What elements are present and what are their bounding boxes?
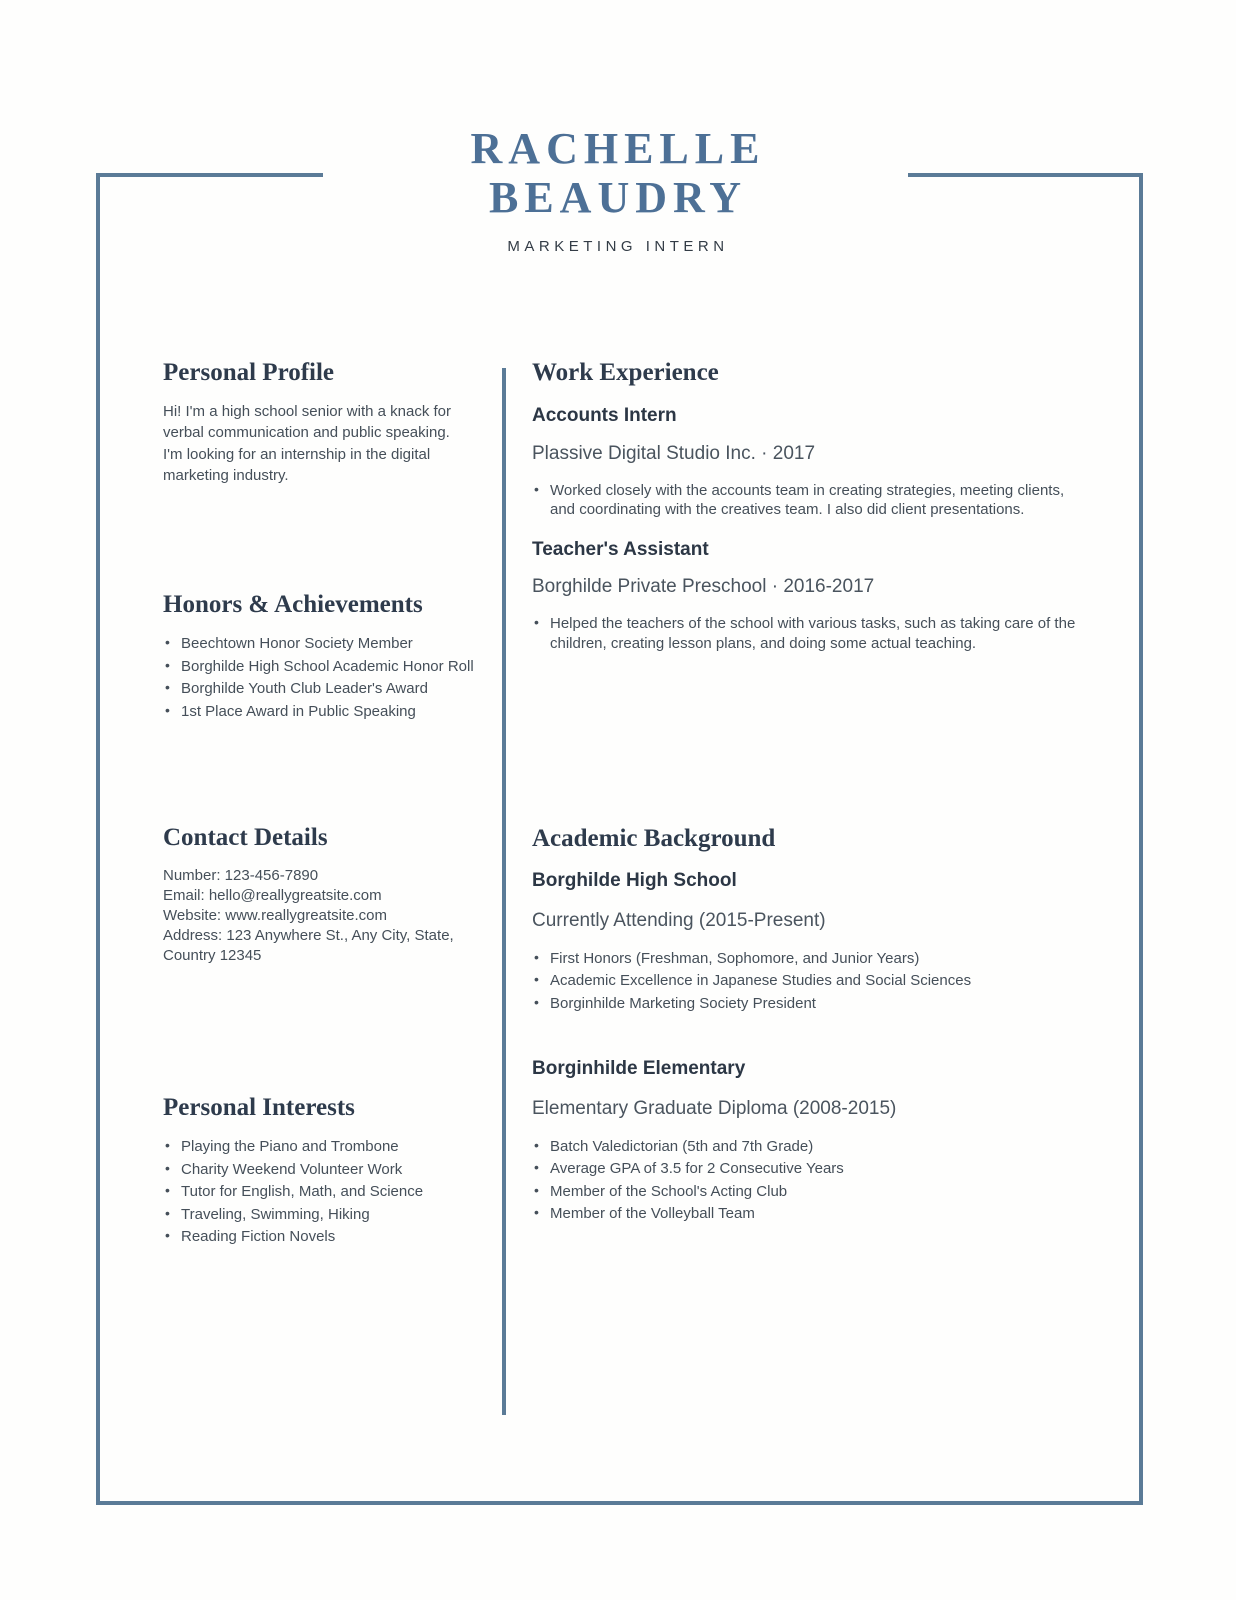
header <box>0 124 1236 255</box>
section-heading-academic: Academic Background <box>532 825 776 852</box>
contact-email: Email: hello@reallygreatsite.com <box>163 886 382 904</box>
list-item: • Helped the teachers of the school with various tasks, such as taking care of the children, creating lesson plans, and doing some actual teaching. <box>532 614 1077 653</box>
section-heading-work-experience: Work Experience <box>532 359 719 386</box>
list-item: • Member of the Volleyball Team <box>532 1204 1092 1224</box>
list-item: • Tutor for English, Math, and Science <box>163 1182 483 1202</box>
list-item: • Charity Weekend Volunteer Work <box>163 1160 483 1180</box>
school-name: Borghilde High School <box>532 870 737 891</box>
section-personal-interests <box>163 1093 483 1250</box>
honors-list <box>163 634 475 721</box>
frame-bottom-line <box>96 1501 1143 1505</box>
frame-right-line <box>1139 173 1143 1505</box>
section-heading-interests: Personal Interests <box>163 1094 355 1121</box>
personal-profile-text: Hi! I'm a high school senior with a knack for verbal communication and public speaking. I'm looking for an internship in the digital marketing industry. <box>163 403 451 485</box>
academic-entry <box>532 870 1104 1013</box>
section-honors-achievements <box>163 590 475 724</box>
section-heading-contact: Contact Details <box>163 824 328 851</box>
list-item: • Borginhilde Marketing Society President <box>532 994 1092 1014</box>
person-name-line1: RACHELLE <box>470 124 766 173</box>
section-work-experience <box>532 358 1104 656</box>
section-academic-background <box>532 824 1104 1227</box>
person-name <box>0 124 1236 223</box>
contact-website: Website: www.reallygreatsite.com <box>163 906 387 924</box>
list-item: • Beechtown Honor Society Member <box>163 634 475 654</box>
list-item: • Borghilde High School Academic Honor Roll <box>163 657 475 677</box>
list-item: • First Honors (Freshman, Sophomore, and Junior Years) <box>532 949 1092 969</box>
job-title: MARKETING INTERN <box>507 237 729 255</box>
list-item: • Member of the School's Acting Club <box>532 1182 1092 1202</box>
column-divider-line <box>502 368 506 1415</box>
work-entry <box>532 405 1104 520</box>
contact-number: Number: 123-456-7890 <box>163 867 319 884</box>
academic-bullets <box>532 1137 1092 1224</box>
list-item: • Average GPA of 3.5 for 2 Consecutive Years <box>532 1159 1092 1179</box>
work-entry <box>532 539 1104 654</box>
work-role: Accounts Intern <box>532 405 677 426</box>
school-name: Borginhilde Elementary <box>532 1058 746 1080</box>
contact-address: Address: 123 Anywhere St., Any City, State, Country 12345 <box>163 926 454 964</box>
list-item: • Playing the Piano and Trombone <box>163 1137 483 1157</box>
academic-bullets <box>532 949 1092 1014</box>
list-item: • Worked closely with the accounts team in creating strategies, meeting clients, and coordinating with the creatives team. I also did client presentations. <box>532 481 1077 520</box>
person-name-line2: BEAUDRY <box>488 173 748 223</box>
frame-left-line <box>96 173 100 1505</box>
school-detail: Currently Attending (2015-Present) <box>532 909 826 931</box>
list-item: • 1st Place Award in Public Speaking <box>163 702 475 722</box>
work-role: Teacher's Assistant <box>532 538 709 560</box>
school-detail: Elementary Graduate Diploma (2008-2015) <box>532 1097 897 1119</box>
section-contact-details <box>163 823 468 966</box>
academic-entry <box>532 1058 1104 1224</box>
list-item: • Borghilde Youth Club Leader's Award <box>163 679 475 699</box>
section-personal-profile <box>163 358 471 487</box>
work-org-date: Plassive Digital Studio Inc. · 2017 <box>532 442 816 464</box>
section-heading-honors: Honors & Achievements <box>163 591 423 618</box>
list-item: • Batch Valedictorian (5th and 7th Grade) <box>532 1137 1092 1157</box>
work-bullets <box>532 614 1077 653</box>
contact-lines <box>163 866 468 966</box>
list-item: • Traveling, Swimming, Hiking <box>163 1205 483 1225</box>
work-bullets <box>532 481 1077 520</box>
work-org-date: Borghilde Private Preschool · 2016-2017 <box>532 576 875 598</box>
section-heading-personal-profile: Personal Profile <box>163 359 335 386</box>
interests-list <box>163 1137 483 1247</box>
list-item: • Reading Fiction Novels <box>163 1227 483 1247</box>
list-item: • Academic Excellence in Japanese Studies and Social Sciences <box>532 971 1092 991</box>
